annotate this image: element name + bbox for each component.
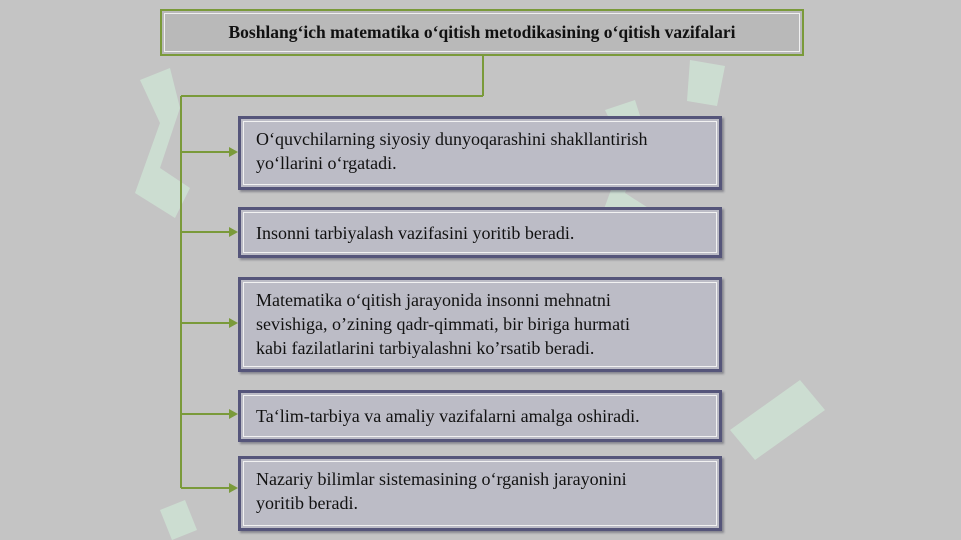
task-5-line-1: Nazariy bilimlar sistemasining o‘rganish jarayonini: [256, 469, 627, 489]
task-box-1: [238, 116, 722, 190]
title-box: [160, 9, 804, 56]
watermark-logo-bottom-left: [160, 500, 197, 540]
task-1-line-1: O‘quvchilarning siyosiy dunyoqarashini shakllantirish: [256, 129, 648, 149]
task-box-4: [238, 390, 722, 442]
task-2-line-1: Insonni tarbiyalash vazifasini yoritib beradi.: [256, 223, 575, 243]
task-3-line-1: Matematika o‘qitish jarayonida insonni mehnatni: [256, 290, 611, 310]
title-text: Boshlang‘ich matematika o‘qitish metodikasining o‘qitish vazifalari: [228, 22, 736, 42]
task-box-2: [238, 207, 722, 258]
task-1-line-2: yo‘llarini o‘rgatadi.: [256, 153, 397, 173]
task-5-line-2: yoritib beradi.: [256, 493, 358, 513]
arrowhead-2: [229, 227, 238, 237]
arrowhead-1: [229, 147, 238, 157]
watermark-logo-right-b: [687, 60, 725, 106]
task-box-5: [238, 456, 722, 531]
task-3-line-2: sevishiga, o’zining qadr-qimmati, bir biriga hurmati: [256, 314, 631, 334]
arrowhead-5: [229, 483, 238, 493]
arrowhead-4: [229, 409, 238, 419]
task-4-line-1: Ta‘lim-tarbiya va amaliy vazifalarni amalga oshiradi.: [256, 406, 640, 426]
task-box-3: [238, 277, 722, 372]
watermark-logo-bottom-right: [730, 380, 825, 460]
arrowhead-3: [229, 318, 238, 328]
task-3-line-3: kabi fazilatlarini tarbiyalashni ko’rsatib beradi.: [256, 338, 595, 358]
